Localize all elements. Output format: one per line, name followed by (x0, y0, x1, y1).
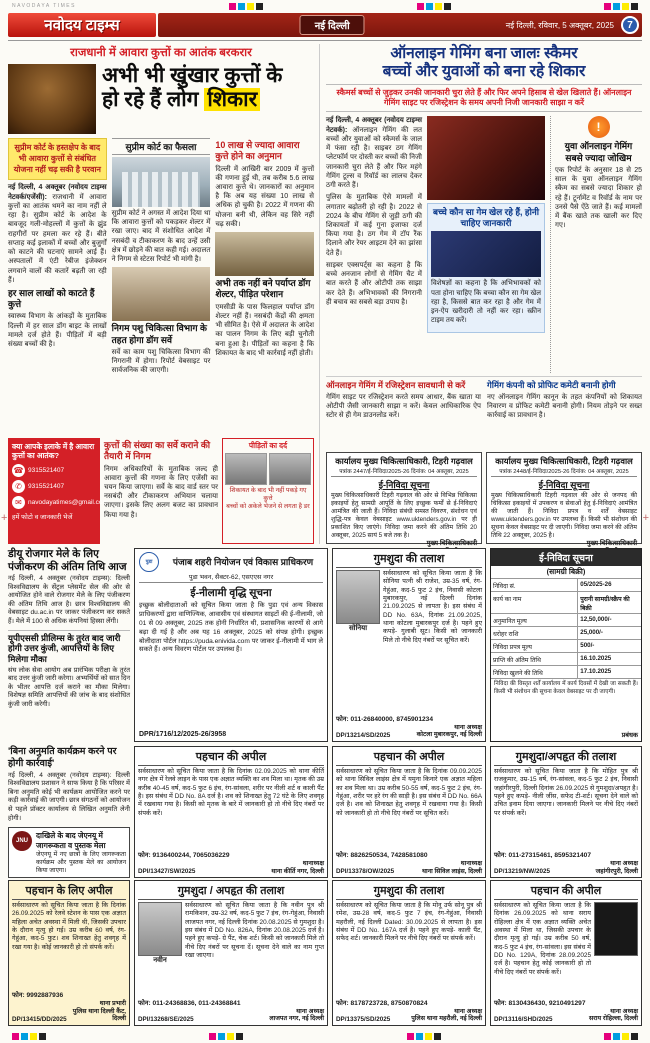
contact-note: हमें फोटो व जानकारी भेजें (12, 513, 73, 521)
headline-highlight: शिकार (204, 88, 260, 111)
supreme-court-photo (112, 157, 211, 207)
body-text: गेमिंग साइट पर रजिस्ट्रेशन करते समय आधार, बैंक खाता या ओटीपी जैसी जानकारी साझा न करें। केवल आधिकारिक ऐप स्टोर से ही गेम डाउनलोड करें। (326, 393, 481, 420)
notice-content (494, 902, 638, 977)
byline: नई दिल्ली, 4 अक्तूबर (नवोदय टाइम्स नेटवर्क): (326, 117, 422, 134)
photo-block (336, 570, 380, 645)
du-job-fair-article (8, 548, 130, 742)
notice-title: पहचान के लिए अपील (12, 883, 126, 900)
notice-title: ई-नीलामी वृद्धि सूचना (190, 587, 272, 599)
signature: थाना अध्यक्ष जहांगीरपुरी, दिल्ली (595, 860, 638, 875)
tender-office: कार्यालय मुख्य चिकित्साधिकारी, टिहरी गढ़वाल (335, 456, 473, 466)
notice-body: सर्वसाधारण को सूचित किया जाता है कि मोहित पुत्र श्री राजकुमार, उम्र-15 वर्ष, रंग-सांवला, कद-5 फुट 2 इंच, निवासी जहांगीरपुरी, दिल्ली दिनांक 26.09.2025 से गुमशुदा/अपहृत है। पहने हुए कपड़े- नीली जींस, सफेद टी-शर्ट। सूचना देने वाले को उचित इनाम दिया जाएगा। जानकारी मिलने पर नीचे दिए नंबरों पर संपर्क करें। (494, 768, 638, 817)
tender-notice (326, 452, 482, 548)
reader-contact-box: क्या आपके इलाके में है आवारा कुत्तों का आतंक? ☎ 9315521407 ✆ 9315521407 ✉ navodayatimes@gmail.com हमें फोटो व जानकारी भेजें (8, 438, 100, 544)
tender-signature: मुख्य चिकित्साधिकारी (426, 540, 477, 548)
body-text: नए ऑनलाइन गेमिंग कानून के तहत कंपनियों को शिकायत निवारण व प्रोफिट कमेटी बनानी होगी। नियम तोड़ने पर सख्त कार्रवाई का प्रावधान है। (487, 393, 642, 420)
notice-footer (494, 1008, 638, 1023)
contact-line: फोन: 9136400244, 7065036229 (138, 852, 230, 860)
signature: थाना अध्यक्ष सराय रोहिल्ला, दिल्ली (589, 1007, 638, 1023)
notice-ref: DP/13375/SD/2025 (336, 1016, 391, 1023)
tender-title: ई-निविदा सूचना (538, 480, 590, 490)
notice-title: ई-निविदा सूचना (491, 549, 641, 566)
body-text: एमसीडी के पास फिलहाल पर्याप्त डॉग शेल्टर नहीं हैं। नसबंदी केंद्रों की क्षमता भी सीमित है। ऐसे में अदालत के आदेश का पालन निगम के लिए बड़ी चुनौती बना हुआ है। पीड़ितों का कहना है कि शिकायत के बाद भी कार्रवाई नहीं होती। (215, 303, 315, 357)
color-marks (209, 1033, 243, 1040)
victims-box: पीड़ितों का दर्द शिकायत के बाद भी नहीं पकड़े गए कुत्ते बच्चों को अकेले भेजने से लगता है डर (222, 438, 314, 544)
victim-photo (225, 453, 267, 485)
lead-paragraph: नई दिल्ली, 4 अक्तूबर (नवोदय टाइम्स नेटवर्क): ऑनलाइन गेमिंग की लत बच्चों और युवाओं को स्कैमर्स के जाल में फंसा रही है। साइबर ठग गेमिंग प्लेटफॉर्म पर दोस्ती कर बच्चों की निजी जानकारी चुरा लेते हैं और फिर महंगे गेमिंग टूल्स व रिवॉर्ड का लालच देकर ठगी करते हैं। (326, 117, 422, 190)
parent-tip-box: बच्चे कौन सा गेम खेल रहे हैं, होनी चाहिए जानकारी विशेषज्ञों का कहना है कि अभिभावकों को पता होना चाहिए कि बच्चा कौन सा गेम खेल रहा है, किससे बात कर रहा है और गेम में इन-ऐप खरीदारी तो नहीं कर रहा। स्क्रीन टाइम तय करें। (427, 203, 545, 332)
notice-title: गुमशुदा की तलाश (336, 551, 482, 568)
tender-body: मुख्य चिकित्साधिकारी टिहरी गढ़वाल की ओर से जनपद की चिकित्सा इकाइयों में उपकरण व सेवाओं हेतु ई-निविदाएं आमंत्रित की जाती हैं। निविदा प्रपत्र व शर्तें वेबसाइट www.uktenders.gov.in पर उपलब्ध हैं। किसी भी संशोधन की सूचना केवल वेबसाइट पर दी जाएगी। निविदा जमा करने की अंतिम तिथि 22 अक्तूबर, 2025 है। (491, 492, 637, 540)
notice-ref: DPI/13268/SE/2025 (138, 1016, 194, 1023)
byline: नई दिल्ली, 4 अक्तूबर (नवोदय टाइम्स नेटवर्क/एजेंसी): (8, 184, 107, 201)
online-gaming-article (326, 44, 642, 448)
notice-footer (336, 724, 482, 739)
tender-table-row: कार्य का नाम पुरानी सामग्री/स्क्रैप की बिक्री (491, 592, 641, 614)
tender-table-row: अनुमानित मूल्य 12,50,000/- (491, 614, 641, 627)
column-text (326, 116, 422, 373)
tender-ref-line: पत्रांक 2448/ई-निविदा/2025-26 दिनांक: 04 अक्तूबर, 2025 (491, 467, 637, 477)
notice-title: पहचान की अपील (336, 749, 482, 766)
notice-footer (336, 1008, 482, 1023)
headline-block (8, 62, 314, 138)
article-headline: ऑनलाइन गेमिंग बना जालः स्कैमर बच्चों और युवाओं को बना रहे शिकार (382, 45, 586, 80)
tender-office: कार्यालय मुख्य चिकित्साधिकारी, टिहरी गढ़वाल (495, 456, 633, 466)
body-text: सर्वे का काम पशु चिकित्सा विभाग की निगरानी में होगा। रिपोर्ट वेबसाइट पर सार्वजनिक की जाएगी। (111, 348, 211, 375)
notices-row-3 (8, 880, 642, 1026)
org-address: पुडा भवन, सैक्टर-62, एसएएस नगर (139, 572, 323, 583)
dateline: नई दिल्ली, रविवार, 5 अक्तूबर, 2025 (505, 20, 614, 30)
notice-body: सर्वसाधारण को सूचित किया जाता है कि सोनिया पत्नी श्री राजेश, उम्र-35 वर्ष, रंग-गेहुंआ, कद-5 फुट 2 इंच, निवासी कोटला मुबारकपुर, नई दिल्ली दिनांक 21.09.2025 से लापता है। इस संबंध में DD No. 63A, दिनांक 21.09.2025, थाना कोटला मुबारकपुर दर्ज है। पहने हुए कपड़े- गुलाबी सूट। किसी को जानकारी मिले तो नीचे दिए नंबरों पर सूचित करें। (383, 570, 482, 644)
right-column (326, 44, 642, 548)
color-marks (604, 3, 638, 10)
notice-body: सर्वसाधारण को सूचित किया जाता है कि मोनू उर्फ सोनू पुत्र श्री रमेश, उम्र-28 वर्ष, कद-5 फुट 7 इंच, रंग-गेहुंआ, निवासी महरौली, नई दिल्ली Dated: 30.09.2025 से लापता है। इस संबंध में DD No. 167A दर्ज है। पहने हुए कपड़े- काली पैंट, सफेद शर्ट। जानकारी मिलने पर नीचे दिए नंबरों पर संपर्क करें। (336, 902, 482, 943)
sidebar (550, 116, 642, 373)
body-text: नई दिल्ली, 4 अक्तूबर (नवोदय टाइम्स): दिल्ली विश्वविद्यालय के सेंट्रल प्लेसमेंट सेल की ओर से आयोजित होने वाले रोजगार मेले के लिए पंजीकरण की अंतिम तिथि आज है। छात्र विश्वविद्यालय की वेबसाइट du.ac.in पर जाकर पंजीकरण कर सकते हैं। मेले में 100 से अधिक कंपनियां हिस्सा लेंगी। (8, 575, 130, 625)
notice-content (336, 570, 482, 645)
supreme-court-box-title: सुप्रीम कोर्ट का फैसला (112, 138, 211, 155)
notice-body: सर्वसाधारण को सूचित किया जाता है कि नवीन पुत्र श्री रामकिशन, उम्र-32 वर्ष, कद-5 फुट 7 इंच, रंग-गेहुंआ, निवासी लाजपत नगर, नई दिल्ली दिनांक 20.08.2025 से गुमशुदा है। इस संबंध में DD No. 826A, दिनांक 20.08.2025 दर्ज है। पहने हुए कपड़े- ग्रे पैंट, चेक शर्ट। किसी को जानकारी मिले तो नीचे दिए नंबरों पर सूचना दें। सूचना देने वाले का नाम गुप्त रखा जाएगा। (185, 902, 324, 959)
article-kicker: राजधानी में आवारा कुत्तों का आतंक बरकरार (70, 47, 252, 59)
signature: थानाध्यक्ष थाना सिविल लाइंस, दिल्ली (421, 860, 482, 875)
tender-table-row: प्राप्ति की अंतिम तिथि 16.10.2025 (491, 653, 641, 666)
notices-row-2 (8, 746, 642, 876)
jnu-logo: JNU (12, 831, 32, 851)
mail-icon: ✉ (12, 496, 25, 509)
sidebar-title: युवा ऑनलाइन गेमिंग सबसे ज्यादा जोखिम (564, 141, 633, 163)
contact-row: ✉ navodayatimes@gmail.com (12, 496, 96, 509)
notice-header (139, 552, 323, 572)
notice-subtitle: (सामग्री बिक्री) (491, 566, 641, 579)
notice-footer (12, 1000, 126, 1023)
tender-notices (326, 452, 642, 548)
signature: प्रबंधक (621, 732, 638, 739)
puda-e-auction-notice (134, 548, 328, 742)
notice-title: गुमशुदा/अपहृत की तलाश (494, 749, 638, 766)
color-marks (229, 3, 263, 10)
photo-block (138, 902, 182, 965)
signature: थाना प्रभारी पुलिस थाना दिल्ली कैंट, दिल्ली (72, 1000, 126, 1023)
photo-label: सोनिया (348, 625, 368, 632)
notice-ref: DPI/13378/OW/2025 (336, 868, 395, 876)
notice-footer (494, 860, 638, 875)
subhead: गेमिंग कंपनी को प्रोफिट कमेटी बनानी होगी (487, 380, 616, 390)
notice-ref: DP/13219/NW/2025 (494, 868, 551, 876)
puppies-photo (215, 232, 314, 276)
signature: थाना अध्यक्ष कोटला मुबारकपुर, नई दिल्ली (416, 723, 482, 739)
color-marks (12, 1033, 46, 1040)
masthead-bar (158, 13, 642, 37)
signature: थानाध्यक्ष थाना कीर्ति नगर, दिल्ली (271, 860, 324, 875)
signature: थाना अध्यक्ष लाजपत नगर, नई दिल्ली (269, 1007, 324, 1023)
identification-appeal-2 (332, 746, 486, 878)
identification-appeal-1 (134, 746, 328, 878)
tender-signature: मुख्य चिकित्साधिकारी (586, 540, 637, 548)
notice-body: सर्वसाधारण को सूचित किया जाता है कि दिनांक 02.09.2025 को थाना कीर्ति नगर क्षेत्र में रेलवे लाइन के पास एक अज्ञात व्यक्ति का शव मिला था। मृतक की उम्र करीब 40-45 वर्ष, कद-5 फुट 6 इंच, रंग-सांवला, शरीर पर नीली शर्ट व काली पैंट है। इस संबंध में DD No. 8A दर्ज है। शव को शिनाख्त हेतु 72 घंटे के लिए शवगृह में रखवाया गया है। किसी को मृतक के बारे में जानकारी हो तो नीचे दिए नंबरों पर संपर्क करें। (138, 768, 324, 817)
notice-footer (138, 860, 324, 875)
article-deck: स्कैमर्स बच्चों से जुड़कर उनकी जानकारी चुरा लेते हैं और फिर अपने हिसाब से खेल खिलाते हैं। ऑनलाइन गेमिंग साइट पर रजिस्ट्रेशन के समय अपनी निजी जानकारी साझा न करें (326, 84, 642, 113)
notice-ref: DPI/13427/SW/2025 (138, 868, 196, 876)
notice-body: सर्वसाधारण को सूचित किया जाता है कि दिनांक 09.09.2025 को थाना सिविल लाइंस क्षेत्र में यमुना किनारे एक अज्ञात महिला का शव मिला था। उम्र करीब 50-55 वर्ष, कद-5 फुट 2 इंच, रंग-गेहुंआ, शरीर पर हरे रंग की साड़ी है। इस संबंध में DD No. 66A दर्ज है। शव को शिनाख्त हेतु शवगृह में रखवाया गया है। किसी को जानकारी हो तो नीचे दिए नंबरों पर सूचित करें। (336, 768, 482, 817)
article-headline: अभी भी खुंखार कुत्तों के हो रहे हैं लोग शिकार (102, 64, 283, 111)
tender-table-row: निविदा प्रपत्र मूल्य 500/- (491, 640, 641, 653)
print-registration-marks-bottom (0, 1030, 650, 1042)
campus-news-column (8, 746, 130, 878)
column-left (8, 138, 107, 435)
phone-icon: ☎ (13, 465, 24, 475)
notice-ref: DP/13214/SD/2025 (336, 732, 391, 739)
puda-logo: पुडा (139, 552, 159, 572)
subhead: कुत्तों की संख्या का सर्वे कराने की तैयारी में निगम (104, 440, 211, 462)
imprint-text: NAVODAYA TIMES (12, 3, 76, 9)
gaming-hands-photo (431, 231, 541, 277)
survey-section (104, 438, 218, 544)
identification-appeal-left (8, 880, 130, 1026)
notice-ref: DP/13415/DD/2025 (12, 1016, 67, 1023)
contact-line: फोन: 011-24368836, 011-24368841 (138, 999, 241, 1007)
contact-line: फोन: 8178723728, 8750870824 (336, 999, 428, 1007)
victim-photos (225, 453, 311, 485)
subhead: निगम पशु चिकित्सा विभाग के तहत होगा डॉग सर्वे (111, 323, 207, 345)
subhead: दाखिले के बाद जेएनयू में जागरूकता व पुस्तक मेला (36, 831, 106, 850)
crop-mark: + (1, 512, 8, 524)
subhead: अभी तक नहीं बने पर्याप्त डॉग शेल्टर, पीड़ित परेशान (215, 278, 311, 300)
notice-title: गुमशुदा की तलाश (336, 883, 482, 900)
body-text: संघ लोक सेवा आयोग अब प्रारंभिक परीक्षा के तुरंत बाद उत्तर कुंजी जारी करेगा। अभ्यर्थियों को सात दिन के भीतर आपत्ति दर्ज कराने का मौका मिलेगा। विशेषज्ञ समिति आपत्तियों की जांच के बाद संशोधित कुंजी जारी करेगी। (8, 666, 130, 709)
tender-notice (486, 452, 642, 548)
main-content (8, 44, 642, 548)
print-registration-marks-top (0, 0, 650, 12)
contact-line: फोन: 011-27315461, 8595321407 (494, 852, 591, 860)
color-marks (407, 1033, 441, 1040)
body-text: पुलिस के मुताबिक ऐसे मामलों में लगातार बढ़ोतरी हो रही है। 2022 से 2024 के बीच गेमिंग से जुड़ी ठगी की शिकायतों में कई गुना इजाफा दर्ज किया गया है। ठग गेम में टॉप रैंक दिलाने और रेयर आइटम देने का झांसा देते हैं। (326, 194, 422, 257)
unidentified-person-photo (594, 902, 638, 956)
color-marks (604, 1033, 638, 1040)
jnu-news-text (36, 831, 126, 874)
notice-title: पहचान की अपील (494, 883, 638, 900)
contact-line: फोन: 011-26840000, 8745901234 (336, 715, 433, 723)
body-text: साइबर एक्सपर्ट्स का कहना है कि बच्चे अनजान लोगों से गेमिंग चैट में बात करते हैं और ओटीपी तक साझा कर देते हैं। अभिभावकों की निगरानी ही बचाव का सबसे बड़ा उपाय है। (326, 261, 422, 306)
jnu-news-box (8, 827, 130, 878)
photo-block (594, 902, 638, 977)
du-warning-article (8, 746, 130, 823)
contact-line: फोन: 8826250534, 7428581080 (336, 852, 428, 860)
stray-dogs-article (8, 44, 320, 544)
missing-person-photo (138, 902, 182, 956)
body-text: सुप्रीम कोर्ट ने अगस्त में आदेश दिया था कि आवारा कुत्तों को पकड़कर शेल्टर में रखा जाए। बाद में संशोधित आदेश में नसबंदी व टीकाकरण के बाद उन्हें उसी क्षेत्र में छोड़ने की बात कही गई। अदालत ने निगम से स्टेटस रिपोर्ट भी मांगी है। (111, 210, 211, 264)
warning-icon: ! (588, 116, 610, 138)
missing-person-notice-monu (332, 880, 486, 1026)
masthead (8, 13, 642, 37)
page-number-badge: 7 (621, 16, 639, 34)
masthead-rule (8, 40, 642, 41)
article-bottom-strip (8, 438, 314, 544)
victim-quote: बच्चों को अकेले भेजने से लगता है डर (226, 503, 310, 511)
article-columns (8, 138, 314, 435)
sidebar-text: एक रिपोर्ट के अनुसार 18 से 25 साल के युवा ऑनलाइन गेमिंग स्कैम का सबसे ज्यादा शिकार हो रहे हैं। टूर्नामेंट व रिवॉर्ड के नाम पर उनसे पैसे ऐंठे जाते हैं। कई मामलों में बैंक खाते तक खाली कर दिए गए। (555, 166, 642, 230)
notices-row-1 (8, 548, 642, 742)
crop-mark: + (642, 512, 649, 524)
subhead: 10 लाख से ज्यादा आवारा कुत्ते होने का अनुमान (215, 140, 300, 162)
children-gaming-photo (427, 116, 545, 200)
stray-dog-photo (8, 64, 96, 134)
notice-title: गुमशुदा / अपहृत की तलाश (138, 883, 324, 900)
org-name: पंजाब शहरी नियोजन एवं विकास प्राधिकरण (172, 556, 314, 567)
subhead: यूपीएससी प्रीलिम्स के तुरंत बाद जारी होगी उत्तर कुंजी, आपत्तियों के लिए मिलेगा मौका (8, 630, 130, 665)
column-middle (112, 138, 211, 435)
newspaper-logo: नवोदय टाइम्स (8, 13, 156, 37)
notice-body: सर्वसाधारण को सूचित किया जाता है कि दिनांक 26.09.2025 को थाना सराय रोहिल्ला क्षेत्र में एक अज्ञात व्यक्ति अचेत अवस्था में मिला था, जिसकी उपचार के दौरान मृत्यु हो गई। उम्र करीब 50 वर्ष, कद-5 फुट 4 इंच, रंग-सांवला। इस संबंध में DD No. 129A, दिनांक 28.09.2025 दर्ज है। पहचान हेतु कोई जानकारी हो तो नीचे दिए नंबरों पर संपर्क करें। (494, 902, 591, 976)
victim-quote: शिकायत के बाद भी नहीं पकड़े गए कुत्ते (229, 487, 307, 503)
tender-title: ई-निविदा सूचना (378, 480, 430, 490)
notice-ref: DP/13116/SHD/2025 (494, 1016, 553, 1023)
tender-ref-line: पत्रांक 2447/ई-निविदा/2025-26 दिनांक: 04 अक्तूबर, 2025 (331, 467, 477, 477)
column-right (215, 138, 314, 435)
body-text: नई दिल्ली, 4 अक्तूबर (नवोदय टाइम्स): दिल्ली विश्वविद्यालय प्रशासन ने साफ किया है कि परिसर में बिना अनुमति कोई भी कार्यक्रम आयोजित करने पर कड़ी कार्रवाई की जाएगी। छात्र संगठनों को आयोजन से पहले प्रॉक्टर कार्यालय से लिखित अनुमति लेनी होगी। (8, 771, 130, 822)
notice-content (138, 902, 324, 965)
highlight-note: सुप्रीम कोर्ट के हस्तक्षेप के बाद भी आवारा कुत्तों से संबंधित योजना नहीं चढ़ सकी है परवान (8, 138, 107, 180)
contact-line: फोन: 8130436430, 9210491297 (494, 999, 586, 1007)
contact-row: ✆ 9315521407 (12, 480, 96, 493)
notice-body: इच्छुक बोलीदाताओं को सूचित किया जाता है कि पुडा एवं अन्य विकास प्राधिकरणों द्वारा वाणिज्यिक, आवासीय एवं संस्थागत साइटों की ई-नीलामी, जो 01 से 09 अक्तूबर, 2025 तक होनी निर्धारित थी, प्रशासनिक कारणों से आगे बढ़ा दी गई है और अब यह 16 अक्तूबर, 2025 को संपन्न होगी। इच्छुक बोलीदाता पोर्टल https://puda.enivida.com पर जाकर ई-नीलामी में भाग ले सकते हैं। अन्य विवरण पोर्टल पर उपलब्ध है। (139, 602, 323, 654)
article-columns (326, 116, 642, 373)
contact-row: ☎ 9315521407 (13, 465, 65, 475)
tender-table-row: निविदा सं. 05/2025-26 (491, 579, 641, 592)
missing-abducted-notice (490, 746, 642, 878)
column-photos (427, 116, 545, 373)
tender-body: मुख्य चिकित्साधिकारी टिहरी गढ़वाल की ओर से विभिन्न चिकित्सा इकाइयों हेतु सामग्री आपूर्ति के लिए इच्छुक फर्मों से ई-निविदाएं आमंत्रित की जाती हैं। निविदा संबंधी समस्त विवरण, संशोधन एवं शुद्धि-पत्र केवल वेबसाइट www.uktenders.gov.in पर ही प्रकाशित किए जाएंगे। निविदा जमा करने की अंतिम तिथि 20 अक्तूबर, 2025 सायं 5 बजे तक है। (331, 492, 477, 540)
notice-footer (138, 1008, 324, 1023)
notice-footer (336, 860, 482, 875)
signature: थाना अध्यक्ष पुलिस थाना महरौली, नई दिल्ली (411, 1007, 482, 1023)
article-footer-subs (326, 376, 642, 448)
tender-table-row: निविदा खुलने की तिथि 17.10.2025 (491, 666, 641, 679)
color-marks (417, 3, 451, 10)
body-text: निगम अधिकारियों के मुताबिक जल्द ही आवारा कुत्तों की गणना के लिए एजेंसी का चयन किया जाएगा। सर्वे के बाद वार्ड स्तर पर नसबंदी और टीकाकरण अभियान चलाया जाएगा। इसके लिए अलग बजट का प्रावधान किया गया है। (104, 465, 218, 519)
body-text: जेएनयू में नए छात्रों के लिए जागरूकता कार्यक्रम और पुस्तक मेले का आयोजन किया जाएगा। (36, 851, 126, 874)
victim-photo (269, 453, 311, 485)
contact-line: फोन: 9992887936 (12, 992, 64, 1000)
article-headline: डीयू रोजगार मेले के लिए पंजीकरण की अंतिम तिथि आज (8, 548, 127, 573)
body-text: दिल्ली में आखिरी बार 2009 में कुत्तों की गणना हुई थी, तब करीब 5.6 लाख आवारा कुत्ते थे। जानकारों का अनुमान है कि अब यह संख्या 10 लाख से अधिक हो चुकी है। 2022 में गणना की योजना बनी थी, लेकिन वह सिरे नहीं चढ़ सकी। (215, 165, 315, 228)
photo-label: नवीन (153, 957, 167, 964)
missing-person-photo (336, 570, 380, 624)
street-dog-photo (112, 267, 211, 321)
sub-item (487, 380, 642, 448)
tender-table-row: धरोहर राशि 25,000/- (491, 627, 641, 640)
edition-tab: नई दिल्ली (300, 15, 365, 35)
identification-appeal-black (490, 880, 642, 1026)
body-text: स्वास्थ्य विभाग के आंकड़ों के मुताबिक दिल्ली में हर साल डॉग बाइट के लाखों मामले दर्ज होते हैं। पीड़ितों में बड़ी संख्या बच्चों की है। (8, 313, 107, 349)
notice-title: पहचान की अपील (138, 749, 324, 766)
notice-ref: DPR/1716/12/2025-26/3958 (139, 731, 227, 738)
sale-tender-notice (490, 548, 642, 742)
missing-person-notice-naveen (134, 880, 328, 1026)
sub-item (326, 380, 481, 448)
body-text: विशेषज्ञों का कहना है कि अभिभावकों को पता होना चाहिए कि बच्चा कौन सा गेम खेल रहा है, किससे बात कर रहा है और गेम में इन-ऐप खरीदारी तो नहीं कर रहा। स्क्रीन टाइम तय करें। (431, 280, 541, 325)
notice-body: सर्वसाधारण को सूचित किया जाता है कि दिनांक 26.09.2025 को रेलवे स्टेशन के पास एक अज्ञात महिला अचेत अवस्था में मिली थी, जिसकी उपचार के दौरान मृत्यु हो गई। उम्र करीब 60 वर्ष, रंग-गेहुंआ, कद-5 फुट। शव शिनाख्त हेतु शवगृह में रखा गया है। कोई जानकारी हो तो संपर्क करें। (12, 902, 126, 951)
tender-note: निविदा की विस्तृत शर्तें कार्यालय में कार्य दिवसों में देखी जा सकती हैं। किसी भी संशोधन की सूचना केवल वेबसाइट पर दी जाएगी। (494, 681, 638, 695)
subhead: हर साल लाखों को काटते हैं कुत्ते (8, 287, 95, 310)
article-headline: 'बिना अनुमति कार्यक्रम करने पर होगी कार्रवाई' (8, 746, 117, 769)
whatsapp-icon: ✆ (12, 480, 25, 493)
subhead: ऑनलाइन गेमिंग में रजिस्ट्रेशन सावधानी से करें (326, 380, 466, 390)
missing-person-notice-sonia (332, 548, 486, 742)
lead-paragraph: नई दिल्ली, 4 अक्तूबर (नवोदय टाइम्स नेटवर्क/एजेंसी): राजधानी में आवारा कुत्तों का आतंक थमने का नाम नहीं ले रहा है। सुप्रीम कोर्ट के आदेश के बावजूद गली-मोहल्लों में कुत्तों के झुंड राहगीरों पर हमला कर रहे हैं। बीते सप्ताह कई इलाकों में बच्चों और बुजुर्गों को काटने की घटनाएं सामने आई हैं। अस्पतालों में एंटी रेबीज इंजेक्शन लगवाने वालों की कतारें बढ़ती जा रही हैं। (8, 184, 107, 284)
